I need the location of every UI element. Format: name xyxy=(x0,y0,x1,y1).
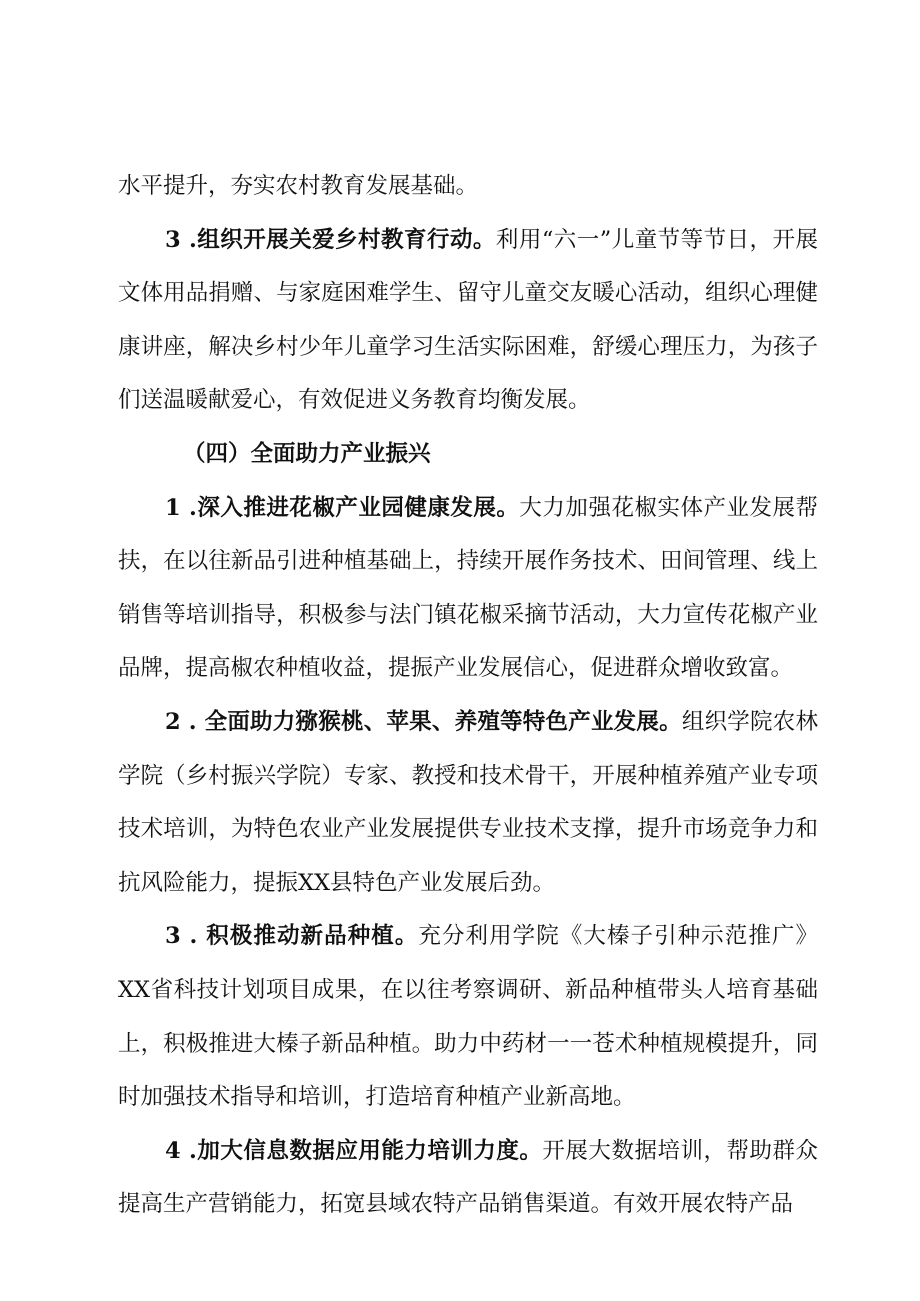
paragraph-body: 组织学院农林学院（乡村振兴学院）专家、教授和技术骨干，开展种植养殖产业专项技术培训，为特色农业产业发展提供专业技术支撑，提升市场竞争力和抗风险能力，提振XX县特色产业发展后劲。 xyxy=(118,708,818,896)
paragraph-rural-education-care xyxy=(118,214,818,428)
paragraph-body: 开展大数据培训，帮助群众提高生产营销能力，拓宽县域农特产品销售渠道。有效开展农特产品 xyxy=(118,1137,818,1218)
paragraph-pepper-industry xyxy=(118,482,818,696)
paragraph-lead: 1 .深入推进花椒产业园健康发展。 xyxy=(165,494,520,521)
paragraph-lead: 3 .组织开展关爱乡村教育行动。 xyxy=(165,226,496,253)
paragraph-continuation xyxy=(118,160,818,214)
paragraph-lead: 2 . 全面助力猕猴桃、苹果、养殖等特色产业发展。 xyxy=(165,708,682,735)
paragraph-body: 利用“六一”儿童节等节日，开展文体用品捐赠、与家庭困难学生、留守儿童交友暖心活动，组织心理健康讲座，解决乡村少年儿童学习生活实际困难，舒缓心理压力，为孩子们送温暖献爱心，有效促进义务教育均衡发展。 xyxy=(118,226,818,414)
section-heading: （四）全面助力产业振兴 xyxy=(183,440,431,467)
paragraph-new-varieties xyxy=(118,910,818,1124)
paragraph-body: 充分利用学院《大榛子引种示范推广》XX省科技计划项目成果，在以往考察调研、新品种植带头人培育基础上，积极推进大榛子新品种植。助力中药材一一苍术种植规模提升，同时加强技术指导和培训，打造培育种植产业新高地。 xyxy=(118,923,818,1111)
paragraph-body: 大力加强花椒实体产业发展帮扶，在以往新品引进种植基础上，持续开展作务技术、田间管理、线上销售等培训指导，积极参与法门镇花椒采摘节活动，大力宣传花椒产业品牌，提高椒农种植收益，提振产业发展信心，促进群众增收致富。 xyxy=(118,494,818,682)
paragraph-specialty-industry xyxy=(118,696,818,910)
paragraph-lead: 3 . 积极推动新品种植。 xyxy=(165,923,419,950)
paragraph-body: 水平提升，夯实农村教育发展基础。 xyxy=(118,173,479,199)
document-body xyxy=(118,160,818,1232)
paragraph-lead: 4 .加大信息数据应用能力培训力度。 xyxy=(165,1137,543,1164)
paragraph-data-training xyxy=(118,1125,818,1232)
